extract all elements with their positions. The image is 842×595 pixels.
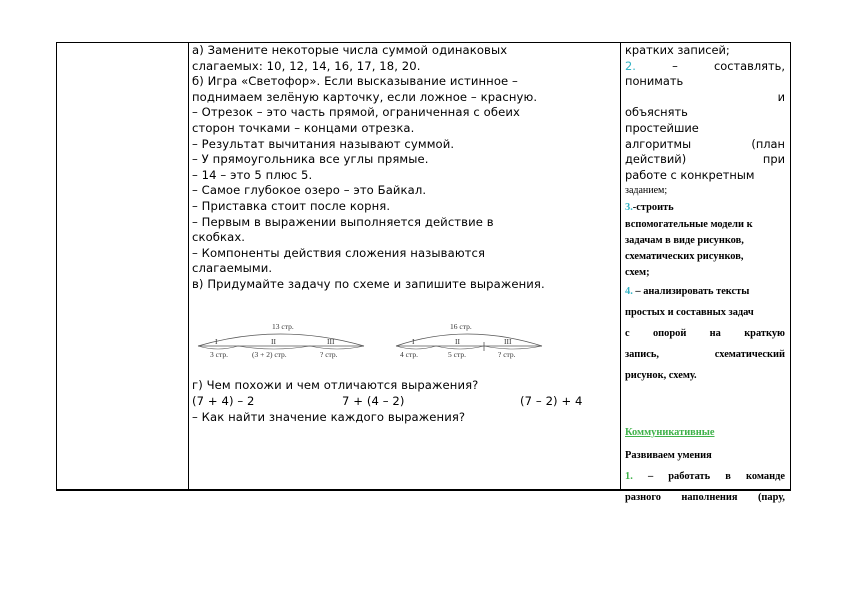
scheme-1-part-1: I xyxy=(215,337,218,346)
skill-4-support: опорой xyxy=(652,328,687,340)
task-g-block xyxy=(192,378,617,425)
scheme-2-value-2: 5 стр. xyxy=(448,350,466,359)
scheme-1-arc xyxy=(198,334,364,346)
task-a-line-1: а) Замените некоторые числа суммой одинаковых xyxy=(192,43,508,57)
statement-1-line-1: – Отрезок – это часть прямой, ограниченная с обеих xyxy=(192,105,520,120)
skill-4-on: на xyxy=(709,328,721,340)
scheme-2-value-1: 4 стр. xyxy=(400,350,418,359)
skill-4-record-line xyxy=(625,344,785,365)
expression-1: (7 + 4) – 2 xyxy=(192,393,255,408)
skill-2-number: 2. xyxy=(625,58,636,73)
skill-2-simplest: простейшие xyxy=(625,120,699,135)
skill-2-line xyxy=(625,59,785,75)
skill-2-explain: объяснять xyxy=(625,105,688,120)
skill-3-schematic: схематических рисунков, xyxy=(625,251,744,263)
scheme-2-part-2: II xyxy=(455,337,460,346)
statement-3: – У прямоугольника все углы прямые. xyxy=(192,152,429,167)
task-a-line-2: слагаемых: 10, 12, 14, 16, 17, 18, 20. xyxy=(192,58,421,73)
skill-c1-different: разного xyxy=(625,492,661,504)
expression-2: 7 + (4 – 2) xyxy=(342,393,405,408)
task-b-line-1: б) Игра «Светофор». Если высказывание истинное – xyxy=(192,74,518,89)
statement-1-line-2: сторон точками – концами отрезка. xyxy=(192,120,415,135)
skill-2-algorithms: алгоритмы xyxy=(625,136,692,151)
skill-4-schematic: схематический xyxy=(714,349,785,361)
skill-4-number: 4. xyxy=(625,286,633,298)
table-right-border xyxy=(790,42,791,490)
communicative-heading: Коммуникативные xyxy=(625,427,715,439)
skill-c1-composition-line xyxy=(625,487,785,508)
skill-4-record: запись, xyxy=(625,349,659,361)
skill-c1-line xyxy=(625,466,785,487)
scheme-1-part-2: II xyxy=(271,337,276,346)
statement-6: – Приставка стоит после корня. xyxy=(192,198,391,213)
skill-2-actions-line xyxy=(625,152,785,168)
skill-c1-pair: (пару, xyxy=(757,492,785,504)
scheme-1-total: 13 стр. xyxy=(272,322,294,331)
skill-2-word: составлять, xyxy=(714,58,785,73)
scheme-1-value-2: (3 + 2) стр. xyxy=(252,350,287,359)
develop-skills-subheading: Развиваем умения xyxy=(625,450,712,462)
statement-7-line-2: скобках. xyxy=(192,230,246,245)
skill-c1-filling: наполнения xyxy=(681,492,738,504)
task-b-line-2: поднимаем зелёную карточку, если ложное – красную. xyxy=(192,89,538,104)
skill-2-actions: действий) xyxy=(625,152,687,167)
scheme-1-value-3: ? стр. xyxy=(320,350,338,359)
skill-c1-dash: – xyxy=(647,471,654,483)
statement-7-line-1: – Первым в выражении выполняется действие в xyxy=(192,214,494,229)
scheme-1-value-1: 3 стр. xyxy=(210,350,228,359)
skill-c1-work: работать xyxy=(668,471,711,483)
skill-c1-in: в xyxy=(725,471,731,483)
skill-c1-number: 1. xyxy=(625,471,633,483)
expression-3: (7 – 2) + 4 xyxy=(520,393,583,408)
scheme-2-total: 16 стр. xyxy=(450,322,472,331)
statement-5: – Самое глубокое озеро – это Байкал. xyxy=(192,183,427,198)
task-g-question: – Как найти значение каждого выражения? xyxy=(192,409,466,424)
skill-4-tasks: простых и составных задач xyxy=(625,307,754,319)
skill-3-text: -строить xyxy=(632,202,674,214)
scheme-2-part-1: I xyxy=(412,337,415,346)
skill-2-at: при xyxy=(762,152,785,167)
scheme-1-part-3: III xyxy=(327,337,335,346)
skill-3-number: 3. xyxy=(625,202,633,214)
scheme-diagrams xyxy=(192,320,617,370)
skill-3-pictures: задачам в виде рисунков, xyxy=(625,235,744,247)
skill-4-short: краткую xyxy=(744,328,785,340)
scheme-1-bottom-arcs xyxy=(198,346,364,349)
skill-2-and: и xyxy=(777,89,785,104)
skill-4-line xyxy=(625,281,785,302)
table-divider-2 xyxy=(620,42,621,490)
skill-2-dash: – xyxy=(672,58,678,73)
scheme-1 xyxy=(198,322,364,359)
skill-2-understand: понимать xyxy=(625,74,684,89)
skill-4-with: с xyxy=(625,328,630,340)
skill-3-models: вспомогательные модели к xyxy=(625,219,753,231)
scheme-2-bottom-arcs xyxy=(396,346,542,349)
skill-4-drawing: рисунок, схему. xyxy=(625,370,697,382)
statement-4: – 14 – это 5 плюс 5. xyxy=(192,167,313,182)
skill-3-schemes: схем; xyxy=(625,267,650,279)
skill-2-algorithms-line xyxy=(625,137,785,153)
scheme-2-part-3: III xyxy=(504,337,512,346)
skill-2-work: работе с конкретным xyxy=(625,167,755,182)
scheme-2-value-3: ? стр. xyxy=(498,350,516,359)
skills-column xyxy=(625,43,785,508)
scheme-2-arc xyxy=(396,334,542,346)
table-left-border xyxy=(56,42,57,490)
statement-8-line-2: слагаемыми. xyxy=(192,261,273,276)
skill-line-records: кратких записей; xyxy=(625,43,730,57)
task-g: г) Чем похожи и чем отличаются выражения? xyxy=(192,378,479,392)
expressions-row xyxy=(192,394,617,410)
scheme-2 xyxy=(396,322,542,359)
skill-2-plan: (план xyxy=(751,136,785,151)
skill-2-task: заданием; xyxy=(625,185,668,197)
task-v: в) Придумайте задачу по схеме и запишите выражения. xyxy=(192,276,545,291)
skill-4-support-line xyxy=(625,323,785,344)
table-divider-1 xyxy=(188,42,189,490)
tasks-column xyxy=(192,43,617,293)
statement-8-line-1: – Компоненты действия сложения называются xyxy=(192,245,486,260)
skill-4-text: – анализировать тексты xyxy=(635,286,750,298)
statement-2: – Результат вычитания называют суммой. xyxy=(192,136,455,151)
skill-c1-team: команде xyxy=(746,471,785,483)
skill-3-line xyxy=(625,199,785,217)
